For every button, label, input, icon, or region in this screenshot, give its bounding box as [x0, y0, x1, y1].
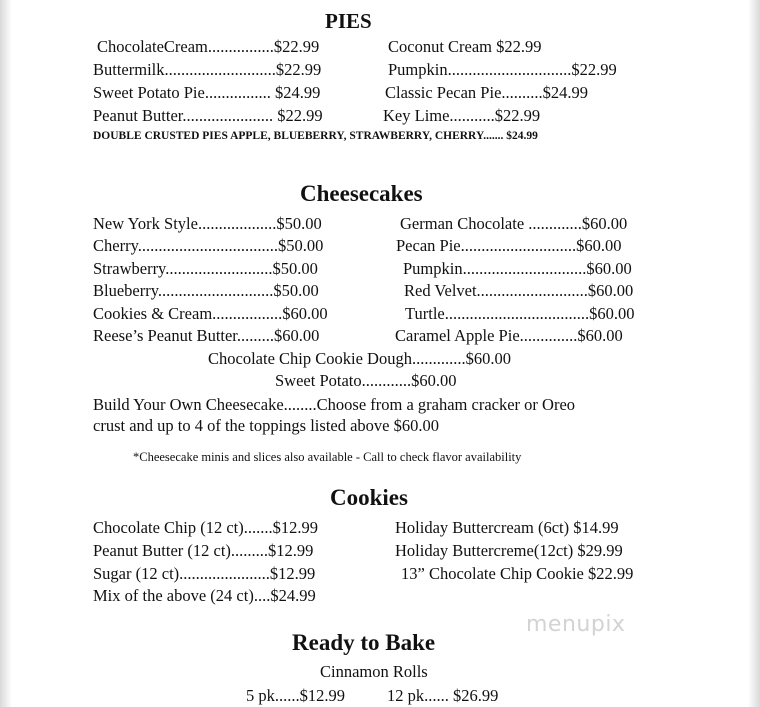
cookies-heading: Cookies — [330, 485, 408, 510]
ready-to-bake-heading: Ready to Bake — [292, 630, 436, 655]
cookie-item-sugar: Sugar (12 ct)......................$12.99 — [93, 564, 316, 583]
cinnamon-rolls-subheading: Cinnamon Rolls — [320, 662, 428, 681]
cheesecake-item-pecan-pie: Pecan Pie............................$60.00 — [396, 236, 622, 255]
double-crusted-pies: DOUBLE CRUSTED PIES APPLE, BLUEBERRY, STRAWBERRY, CHERRY....... $24.99 — [93, 130, 538, 142]
menupix-watermark: menupix — [526, 612, 626, 637]
build-your-own-line1: Build Your Own Cheesecake........Choose from a graham cracker or Oreo — [93, 395, 576, 414]
pie-item-coconut-cream: Coconut Cream $22.99 — [388, 37, 542, 56]
cheesecake-item-cherry: Cherry..................................$50.00 — [93, 236, 324, 255]
pie-item-sweet-potato: Sweet Potato Pie................ $24.99 — [93, 83, 321, 102]
cheesecake-item-cookie-dough: Chocolate Chip Cookie Dough.............$60.00 — [208, 349, 511, 368]
pie-item-key-lime: Key Lime...........$22.99 — [383, 106, 541, 125]
cheesecake-item-pumpkin: Pumpkin..............................$60.00 — [403, 259, 632, 278]
cheesecake-item-caramel-apple: Caramel Apple Pie..............$60.00 — [395, 326, 623, 345]
cookie-item-chocolate-chip: Chocolate Chip (12 ct).......$12.99 — [93, 518, 319, 537]
page-edge-left — [0, 0, 12, 707]
pie-item-buttermilk: Buttermilk...........................$22.99 — [93, 60, 322, 79]
cheesecakes-heading: Cheesecakes — [300, 181, 423, 206]
pie-item-classic-pecan: Classic Pecan Pie..........$24.99 — [385, 83, 589, 102]
cheesecake-note: *Cheesecake minis and slices also available - Call to check flavor availability — [133, 450, 522, 464]
pies-heading: PIES — [325, 9, 372, 33]
cheesecake-item-cookies-cream: Cookies & Cream.................$60.00 — [93, 304, 328, 323]
cheesecake-item-reeses: Reese’s Peanut Butter.........$60.00 — [93, 326, 320, 345]
cheesecake-item-blueberry: Blueberry............................$50.00 — [93, 281, 319, 300]
cookie-item-holiday-12ct: Holiday Buttercreme(12ct) $29.99 — [395, 541, 623, 560]
cheesecake-item-sweet-potato: Sweet Potato............$60.00 — [275, 371, 457, 390]
cookie-item-13-inch: 13” Chocolate Chip Cookie $22.99 — [401, 564, 634, 583]
cookie-item-holiday-6ct: Holiday Buttercream (6ct) $14.99 — [395, 518, 619, 537]
pie-item-chocolate-cream: ChocolateCream................$22.99 — [97, 37, 320, 56]
pie-item-pumpkin: Pumpkin..............................$22.99 — [388, 60, 617, 79]
cheesecake-item-red-velvet: Red Velvet...........................$60.00 — [404, 281, 634, 300]
build-your-own-line2: crust and up to 4 of the toppings listed above $60.00 — [93, 416, 439, 435]
cheesecake-item-new-york: New York Style...................$50.00 — [93, 214, 322, 233]
pie-item-peanut-butter: Peanut Butter...................... $22.99 — [93, 106, 323, 125]
cheesecake-item-turtle: Turtle...................................$60.00 — [405, 304, 635, 323]
cookie-item-peanut-butter: Peanut Butter (12 ct).........$12.99 — [93, 541, 314, 560]
cheesecake-item-german-chocolate: German Chocolate .............$60.00 — [400, 214, 628, 233]
page-edge-right — [748, 0, 760, 707]
cookie-item-mix: Mix of the above (24 ct)....$24.99 — [93, 586, 316, 605]
cinnamon-rolls-5pk: 5 pk......$12.99 — [246, 686, 345, 705]
cheesecake-item-strawberry: Strawberry..........................$50.00 — [93, 259, 318, 278]
cinnamon-rolls-12pk: 12 pk...... $26.99 — [387, 686, 499, 705]
